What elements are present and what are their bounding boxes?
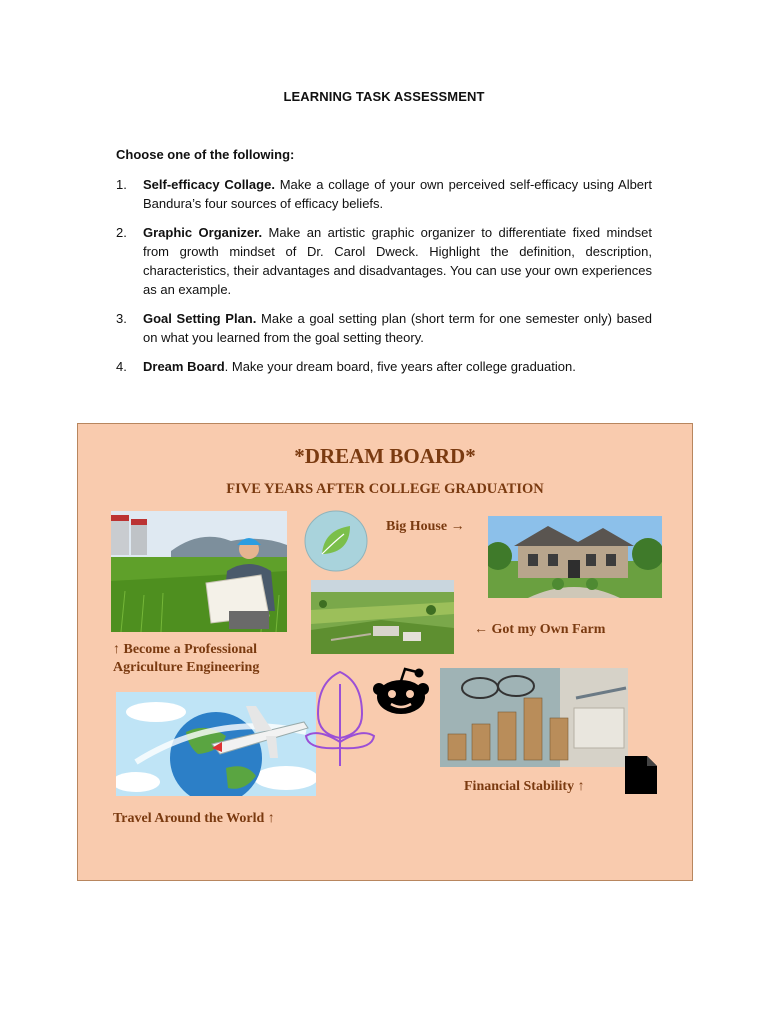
intro-text: Choose one of the following: xyxy=(116,147,295,162)
dream-board-title: *DREAM BOARD* xyxy=(294,444,476,468)
caption-engineer: ↑ Become a Professional Agriculture Engineering xyxy=(113,642,260,675)
task-name: Graphic Organizer. xyxy=(143,225,263,240)
financial-photo xyxy=(440,668,628,767)
task-number: 3. xyxy=(116,311,127,326)
travel-photo xyxy=(116,692,316,796)
task-number: 2. xyxy=(116,225,127,240)
task-number: 4. xyxy=(116,359,127,374)
leaf-icon xyxy=(304,510,368,572)
house-photo xyxy=(488,516,662,598)
task-name: Dream Board xyxy=(143,359,225,374)
task-text: . Make your dream board, five years after college graduation. xyxy=(224,359,576,374)
plant-outline-icon xyxy=(302,670,378,766)
list-item xyxy=(116,175,652,213)
page-title: LEARNING TASK ASSESSMENT xyxy=(283,89,485,104)
list-item xyxy=(116,357,652,376)
caption-travel: Travel Around the World ↑ xyxy=(113,811,275,826)
farm-photo xyxy=(311,580,454,654)
task-list xyxy=(116,175,652,386)
task-name: Goal Setting Plan. xyxy=(143,311,257,326)
document-icon xyxy=(624,755,658,795)
task-text: Make a goal setting plan (short term for one semester only) based on what you learned from the goal setting theory. xyxy=(143,311,652,345)
task-name: Self-efficacy Collage. xyxy=(143,177,275,192)
task-number: 1. xyxy=(116,177,127,192)
dream-board-subtitle: FIVE YEARS AFTER COLLEGE GRADUATION xyxy=(226,481,544,497)
reddit-icon xyxy=(371,667,431,717)
list-item xyxy=(116,309,652,347)
task-text: Make a collage of your own perceived self-efficacy using Albert Bandura’s four sources of efficacy beliefs. xyxy=(143,177,652,211)
engineer-photo xyxy=(111,511,287,632)
dream-board xyxy=(77,423,693,881)
list-item xyxy=(116,223,652,299)
task-text: Make an artistic graphic organizer to differentiate fixed mindset from growth mindset of Dr. Carol Dweck. Highlight the definition, description, characteristics, their advantages and disadvantages. You can use your own experiences as an example. xyxy=(143,225,652,297)
caption-big-house: Big House → xyxy=(386,519,465,534)
caption-farm: ← Got my Own Farm xyxy=(474,622,606,637)
caption-financial: Financial Stability ↑ xyxy=(464,779,585,794)
